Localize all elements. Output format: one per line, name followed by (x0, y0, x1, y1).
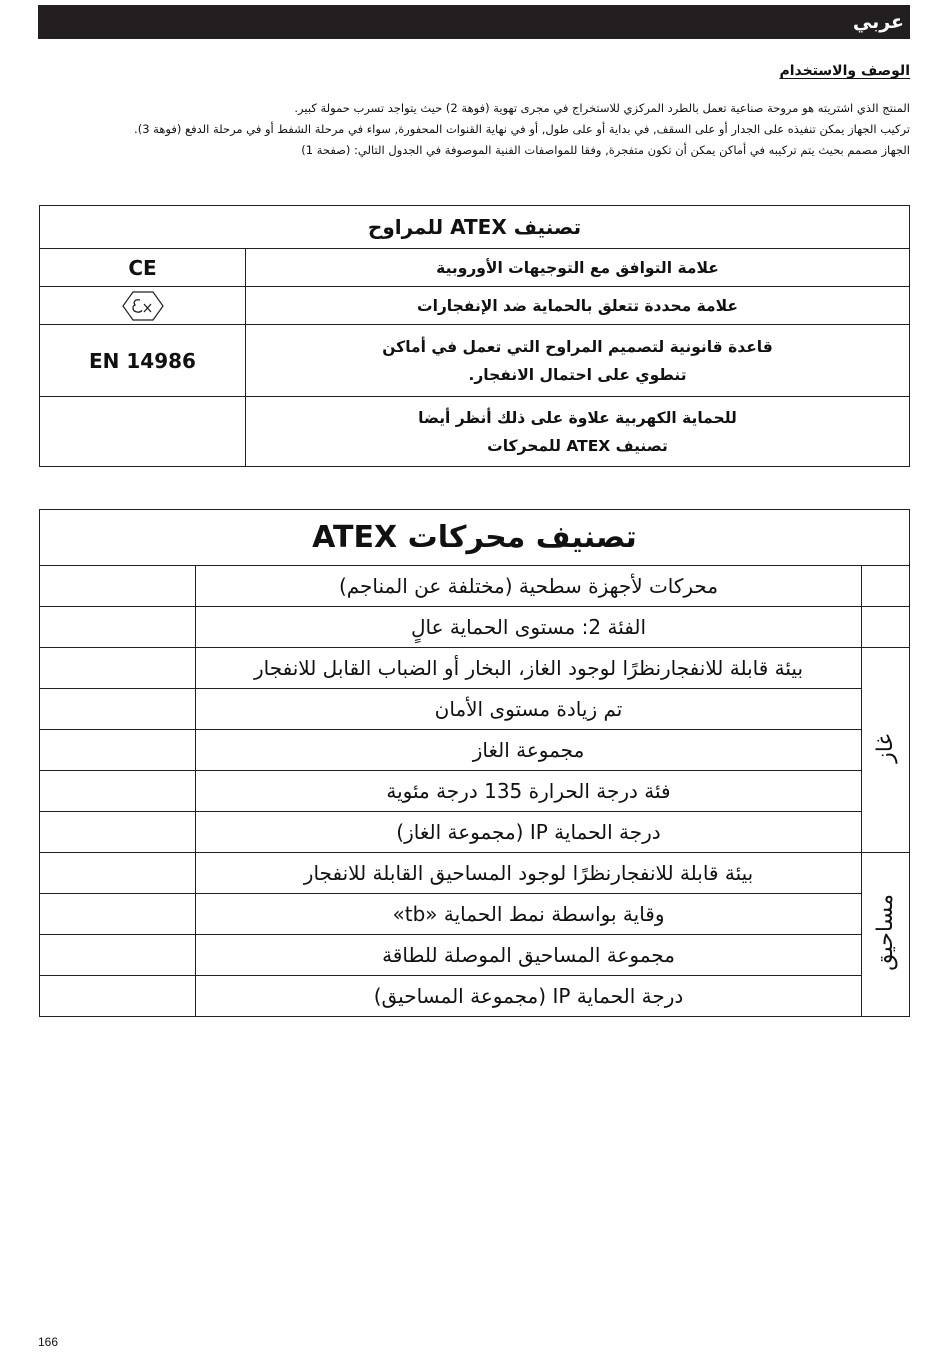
table-row (40, 812, 910, 853)
fan-atex-classification-table (39, 205, 910, 467)
table-title: تصنيف ATEX للمراوح (40, 206, 910, 249)
mark-cell (40, 894, 196, 935)
row-description: بيئة قابلة للانفجارنظرًا لوجود المساحيق القابلة للانفجار (196, 853, 862, 894)
table-row (40, 689, 910, 730)
table-row (40, 566, 910, 607)
group-dust-cell (862, 853, 910, 1017)
intro-line: المنتج الذي اشتريته هو مروحة صناعية تعمل بالطرد المركزي للاستخراج في مجرى تهوية (فوهة 2) حيث يتواجد تسرب حمولة كبير. (294, 101, 910, 115)
group-gas-label: غاز (873, 733, 898, 763)
row-description: فئة درجة الحرارة 135 درجة مئوية (196, 771, 862, 812)
table-row (40, 397, 910, 467)
mark-cell (40, 976, 196, 1017)
intro-line: تركيب الجهاز يمكن تنفيذه على الجدار أو على السقف, في بداية أو على طول, أو في نهاية القنوات المحفورة, سواء في مرحلة الشفط أو في مرحلة الدفع (فوهة 3). (134, 122, 910, 136)
table-row (40, 287, 910, 325)
row-description: مجموعة الغاز (196, 730, 862, 771)
table-title: تصنيف محركات ATEX (40, 510, 910, 566)
mark-cell (40, 812, 196, 853)
group-cell-empty (862, 566, 910, 607)
table-row (40, 730, 910, 771)
row-description-line: للحماية الكهربية علاوة على ذلك أنظر أيضا (418, 408, 737, 427)
row-description-line: تنطوي على احتمال الانفجار. (468, 365, 687, 384)
mark-cell (40, 566, 196, 607)
page-number: 166 (38, 1335, 59, 1349)
row-description-line: قاعدة قانونية لتصميم المراوح التي تعمل في أماكن (382, 337, 773, 356)
table-row (40, 976, 910, 1017)
row-description: درجة الحماية IP (مجموعة الغاز) (196, 812, 862, 853)
language-label: عربي (852, 11, 904, 33)
mark-cell (40, 689, 196, 730)
ex-mark-cell (40, 287, 246, 325)
row-description: تم زيادة مستوى الأمان (196, 689, 862, 730)
ex-atex-hexagon-icon (121, 290, 165, 322)
mark-cell (40, 853, 196, 894)
table-row (40, 853, 910, 894)
row-description: بيئة قابلة للانفجارنظرًا لوجود الغاز، البخار أو الضباب القابل للانفجار (196, 648, 862, 689)
mark-cell (40, 648, 196, 689)
standard-mark: EN 14986 (40, 325, 246, 397)
group-dust-label: مساحيق (873, 894, 898, 971)
mark-cell (40, 730, 196, 771)
row-description: محركات لأجهزة سطحية (مختلفة عن المناجم) (196, 566, 862, 607)
table-row (40, 648, 910, 689)
group-gas-cell (862, 648, 910, 853)
table-row (40, 325, 910, 397)
motor-atex-classification-table (39, 509, 910, 1017)
mark-cell (40, 771, 196, 812)
table-row (40, 607, 910, 648)
mark-cell (40, 607, 196, 648)
ce-mark: CE (40, 249, 246, 287)
table-row (40, 771, 910, 812)
language-header-bar (38, 5, 910, 39)
table-row (40, 249, 910, 287)
row-description-line: تصنيف ATEX للمحركات (487, 436, 668, 455)
row-description: علامة التوافق مع التوجيهات الأوروبية (246, 249, 910, 287)
row-description: مجموعة المساحيق الموصلة للطاقة (196, 935, 862, 976)
row-description (246, 397, 910, 467)
intro-paragraph (68, 98, 910, 161)
row-description: درجة الحماية IP (مجموعة المساحيق) (196, 976, 862, 1017)
row-description: وقاية بواسطة نمط الحماية «tb» (196, 894, 862, 935)
empty-mark-cell (40, 397, 246, 467)
row-description: الفئة 2: مستوى الحماية عالٍ (196, 607, 862, 648)
table-row (40, 894, 910, 935)
row-description: علامة محددة تتعلق بالحماية ضد الإنفجارات (246, 287, 910, 325)
row-description (246, 325, 910, 397)
mark-cell (40, 935, 196, 976)
intro-line: الجهاز مصمم بحيث يتم تركيبه في أماكن يمكن أن تكون متفجرة, وفقا للمواصفات الفنية الموصوفة في الجدول التالي: (صفحة 1) (301, 143, 910, 157)
table-row (40, 935, 910, 976)
section-title: الوصف والاستخدام (779, 63, 910, 79)
group-cell-empty (862, 607, 910, 648)
